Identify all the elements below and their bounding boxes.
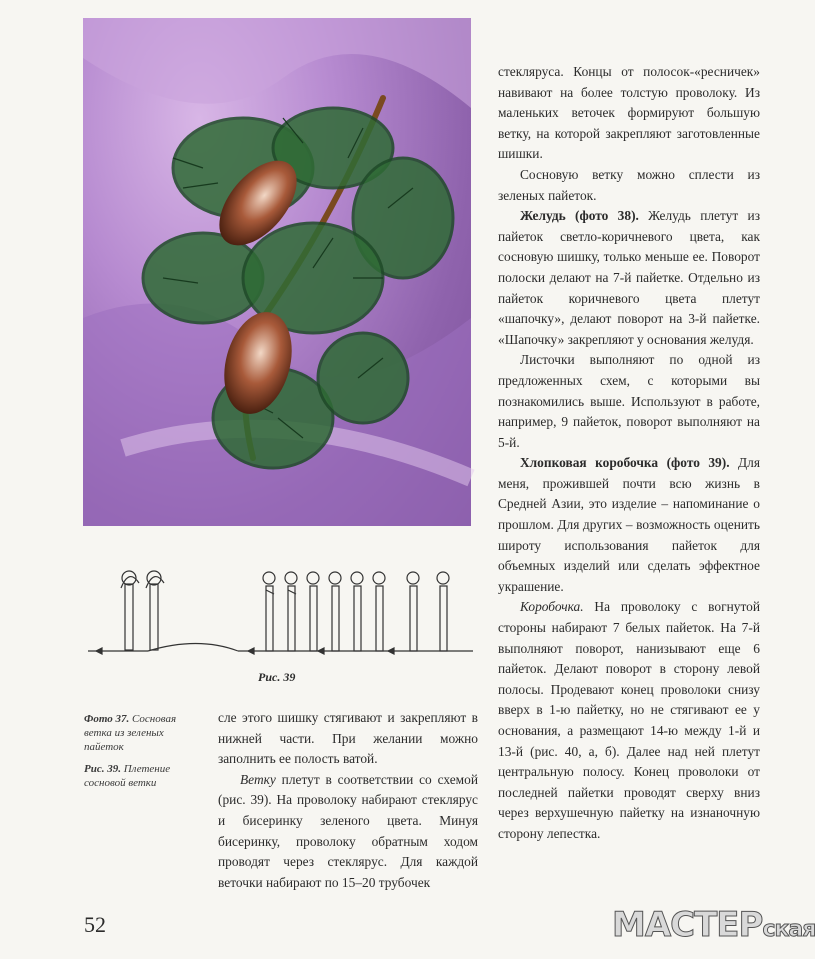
- paragraph: Листочки выполняют по одной из предложенных схем, с которыми вы познакомились выше. Используют в работе, например, 9 пайеток, поворот выполняют на 5-й.: [498, 352, 760, 450]
- caption-label: Рис. 39.: [84, 763, 121, 775]
- middle-text-column: [218, 708, 478, 893]
- photo-captions: [84, 712, 196, 798]
- paragraph: сле этого шишку стягивают и закрепляют в нижней части. При желании можно заполнить ее полость ватой.: [218, 710, 478, 767]
- paragraph: [498, 597, 760, 844]
- paragraph-text: На проволоку с вогнутой стороны набирают 7 белых пайеток. На 7-й выполняют поворот, нанизывают еще 6 пайеток. Делают поворот в сторону левой полосы. Продевают конец проволоки снизу вверх в 1-ю пайетку, но не стягивают ее у основания, а размещают 14-ю между 1-й и 13-й (рис. 40, а, б). Далее над ней плетут центральную полосу. Конец проволоки от последней пайетки проводят сверху вниз через верхушечную пайетку на изнаночную сторону лепестка.: [498, 599, 760, 841]
- caption-fig-39: [84, 762, 196, 790]
- italic-lead: Коробочка.: [520, 599, 584, 615]
- pine-branch-diagram: [88, 556, 473, 666]
- paragraph: [498, 206, 760, 350]
- paragraph-text: плетут в соответствии со схемой (рис. 39). На проволоку набирают стеклярус и бисеринку зеленого цвета. Минуя бисеринку, проволоку обратным ходом проводят через стеклярус. Для каждой веточки набирают по 15–20 трубочек: [218, 771, 478, 890]
- section-heading: Желудь (фото 38).: [520, 208, 639, 224]
- section-heading: Хлопковая коробочка (фото 39).: [520, 455, 730, 471]
- paragraph: [218, 770, 478, 894]
- caption-text: Плетение сосновой ветки: [84, 763, 171, 789]
- paragraph-text: Для меня, прожившей почти всю жизнь в Средней Азии, это изделие – напоминание о прошлом. Для других – возможность оценить широту использования пайеток для объемных изделий или сделать эффектное украшение.: [498, 455, 761, 594]
- weaving-scheme-icon: [88, 556, 473, 666]
- watermark-logo: [612, 905, 815, 945]
- pine-branch-photo: [83, 18, 471, 526]
- caption-label: Фото 37.: [84, 713, 130, 725]
- figure-label: Рис. 39: [258, 670, 296, 684]
- logo-main: МАСТЕР: [612, 905, 763, 945]
- caption-text: Сосновая ветка из зеленых пайеток: [84, 713, 177, 753]
- logo-suffix: ская: [762, 917, 815, 942]
- paragraph: [498, 453, 760, 597]
- paragraph-text: Желудь плетут из пайеток светло-коричневого цвета, как сосновую шишку, только меньше ее. Поворот полоски делают на 7-й пайетке. Отдельно из пайеток коричневого цвета плетут «шапочку», делают поворот на 3-й пайетке. «Шапочку» закрепляют у основания желудя.: [498, 208, 760, 347]
- caption-photo-37: [84, 712, 196, 754]
- page-number: 52: [84, 912, 106, 937]
- right-text-column: [498, 62, 760, 845]
- paragraph: Сосновую ветку можно сплести из зеленых пайеток.: [498, 166, 760, 203]
- photo-illustration-icon: [83, 18, 471, 526]
- italic-lead: Ветку: [240, 771, 276, 787]
- paragraph: стекляруса. Концы от полосок-«ресничек» навивают на более толстую проволоку. Из маленьких веточек формируют большую ветку, на которой закрепляют заготовленные шишки.: [498, 64, 760, 162]
